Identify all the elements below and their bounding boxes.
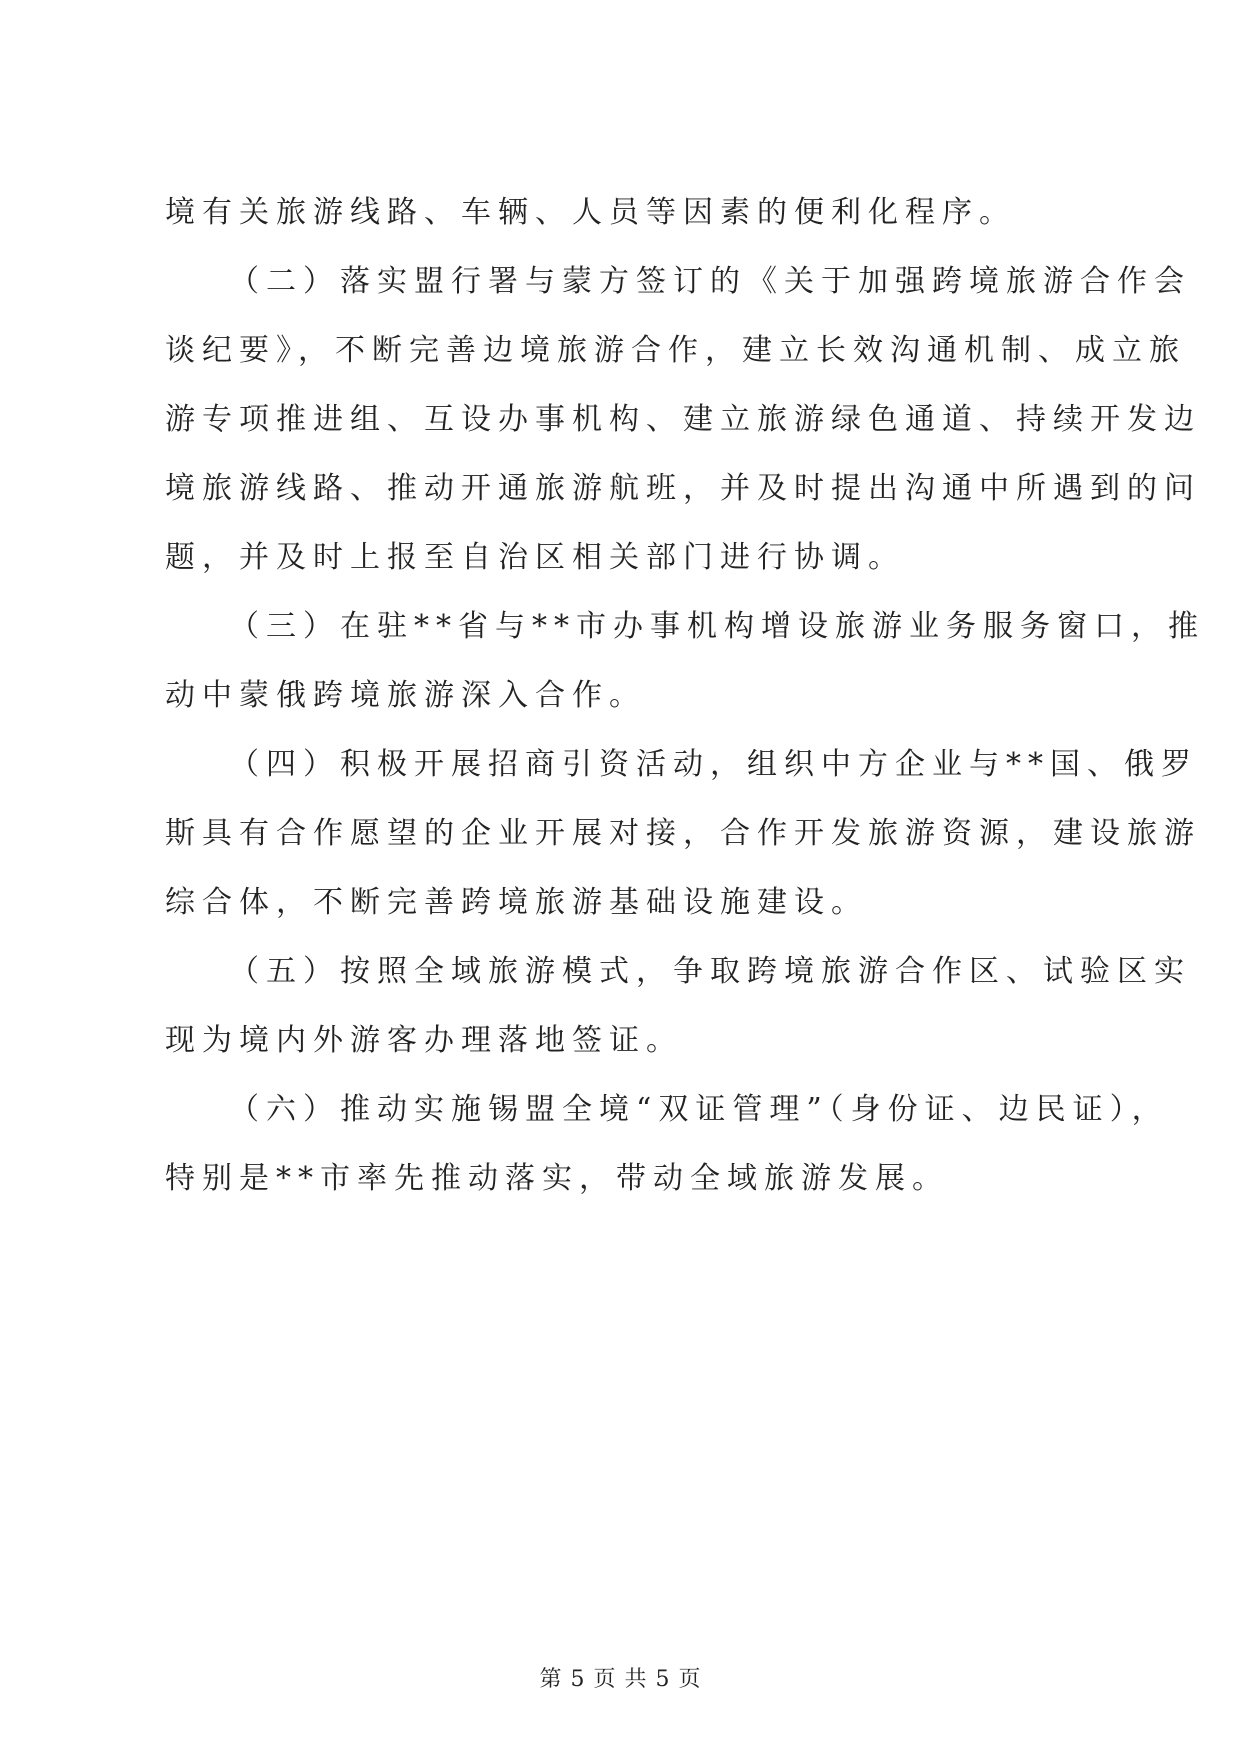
text-line: 动中蒙俄跨境旅游深入合作。	[165, 678, 646, 713]
text-line: 特别是**市率先推动落实，带动全域旅游发展。	[165, 1161, 949, 1196]
text-line: 游专项推进组、互设办事机构、建立旅游绿色通道、持续开发边	[165, 402, 1201, 437]
paragraph-4-start: （四）积极开展招商引资活动，组织中方企业与**国、俄罗	[229, 747, 1198, 782]
paragraph-2-start: （二）落实盟行署与蒙方签订的《关于加强跨境旅游合作会	[229, 264, 1191, 299]
paragraph-5-start: （五）按照全域旅游模式，争取跨境旅游合作区、试验区实	[229, 954, 1191, 989]
text-line: 谈纪要》，不断完善边境旅游合作，建立长效沟通机制、成立旅	[165, 333, 1186, 368]
text-line: 现为境内外游客办理落地签证。	[165, 1023, 683, 1058]
text-line: 斯具有合作愿望的企业开展对接，合作开发旅游资源，建设旅游	[165, 816, 1201, 851]
text-line: 题，并及时上报至自治区相关部门进行协调。	[165, 540, 905, 575]
paragraph-6-start: （六）推动实施锡盟全境“双证管理”（身份证、边民证），	[229, 1092, 1169, 1127]
text-line: 境有关旅游线路、车辆、人员等因素的便利化程序。	[165, 195, 1016, 230]
page-number-footer: 第 5 页 共 5 页	[539, 1667, 702, 1692]
document-body	[165, 178, 1205, 1213]
text-line: 境旅游线路、推动开通旅游航班，并及时提出沟通中所遇到的问	[165, 471, 1201, 506]
text-line: 综合体，不断完善跨境旅游基础设施建设。	[165, 885, 868, 920]
paragraph-3-start: （三）在驻**省与**市办事机构增设旅游业务服务窗口，推	[229, 609, 1205, 644]
